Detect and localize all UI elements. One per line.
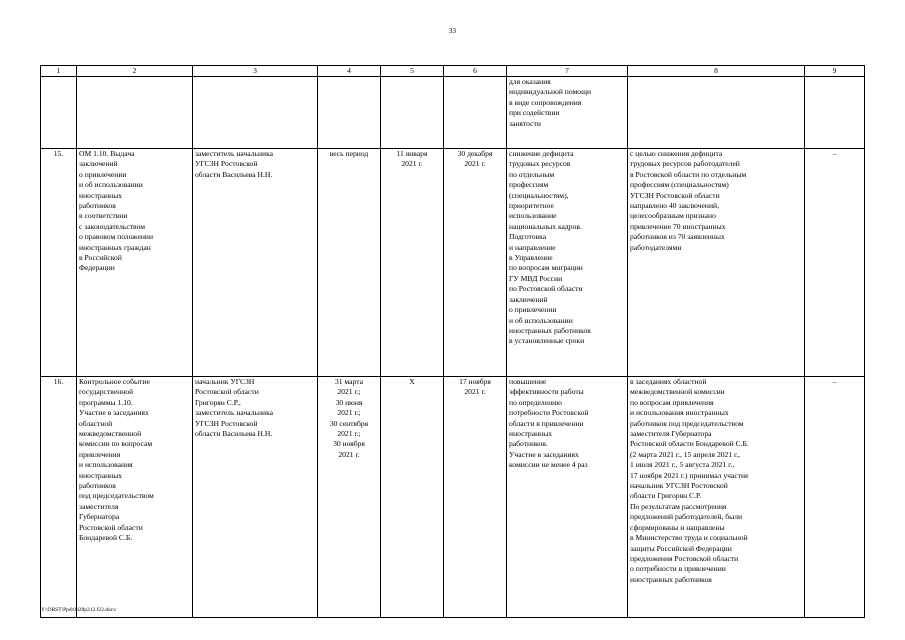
table-row-15: [41, 149, 865, 377]
notes: [805, 77, 865, 149]
column-number: 2: [77, 66, 193, 77]
actual-result: в заседаниях областной межведомственной комиссии по вопросам привлечения и использования иностранных работников под председательством заместителя Губернатора Ростовской области Бондаревой С.Б. (2 марта 2021 г., 15 апреля 2021 г., 1 июля 2021 г., 5 августа 2021 г., 17 ноября 2021 г.) принимал участие начальник УГСЗН Ростовской области Григорян С.Р. По результатам рассмотрения предложений работодателей, были сформированы и направлены в Министерство труда и социальной защиты Российской Федерации предложения Ростовской области о потребности в привлечении иностранных работников: [628, 377, 805, 618]
column-number: 1: [41, 66, 77, 77]
table-row-continuation: [41, 77, 865, 149]
actual-start: 11 января 2021 г.: [381, 149, 444, 377]
column-number: 9: [805, 66, 865, 77]
actual-result: с целью снижения дефицита трудовых ресурсов работодателей в Ростовской области по отдельным профессиям (специальностям) УГСЗН Ростовской области направлено 40 заключений, целесообразным признано привлечение 70 иностранных работников из 70 заявленных работодателями: [628, 149, 805, 377]
column-number: 4: [318, 66, 381, 77]
event-name: Контрольное событие государственной программы 1.10. Участие в заседаниях областной межведомственной комиссии по вопросам привлечения и использования иностранных работников под председательством заместителя Губернатора Ростовской области Бондаревой С.Б.: [77, 377, 193, 618]
report-table: [40, 65, 865, 618]
planned-period: весь период: [318, 149, 381, 377]
row-number: 16.: [41, 377, 77, 618]
table-row-16: [41, 377, 865, 618]
column-number-row: [41, 66, 865, 77]
notes: –: [805, 149, 865, 377]
page-number: 33: [449, 27, 456, 35]
notes: –: [805, 377, 865, 618]
event-name: ОМ 1.10. Выдача заключений о привлечении и об использовании иностранных работников в соответствии с законодательством о правовом положении иностранных граждан в Российской Федерации: [77, 149, 193, 377]
column-number: 8: [628, 66, 805, 77]
actual-result: [628, 77, 805, 149]
event-name: [77, 77, 193, 149]
actual-start: X: [381, 377, 444, 618]
responsible-person: заместитель начальника УГСЗН Ростовской области Васильева Н.Н.: [193, 149, 318, 377]
expected-result: повышение эффективности работы по определению потребности Ростовской области в привлечении иностранных работников. Участие в заседаниях комиссии не менее 4 раз: [507, 377, 628, 618]
actual-end: 17 ноября 2021 г.: [444, 377, 507, 618]
column-number: 7: [507, 66, 628, 77]
column-number: 3: [193, 66, 318, 77]
row-number: [41, 77, 77, 149]
expected-result: для оказания индивидуальной помощи в виде сопровождения при содействии занятости: [507, 77, 628, 149]
actual-start: [381, 77, 444, 149]
column-number: 6: [444, 66, 507, 77]
responsible-person: [193, 77, 318, 149]
planned-period: [318, 77, 381, 149]
actual-end: [444, 77, 507, 149]
actual-end: 30 декабря 2021 г.: [444, 149, 507, 377]
file-path-footer: Y:\ORST\Ppd\0328p212.f22.docx: [41, 607, 116, 613]
responsible-person: начальник УГСЗН Ростовской области Григорян С.Р., заместитель начальника УГСЗН Ростовской области Васильева Н.Н.: [193, 377, 318, 618]
row-number: 15.: [41, 149, 77, 377]
column-number: 5: [381, 66, 444, 77]
expected-result: снижение дефицита трудовых ресурсов по отдельным профессиям (специальностям), приоритетное использование национальных кадров. Подготовка и направление в Управление по вопросам миграции ГУ МВД России по Ростовской области заключений о привлечении и об использовании иностранных работников в установленные сроки: [507, 149, 628, 377]
planned-period: 31 марта 2021 г.; 30 июня 2021 г.; 30 сентября 2021 г.; 30 ноября 2021 г.: [318, 377, 381, 618]
